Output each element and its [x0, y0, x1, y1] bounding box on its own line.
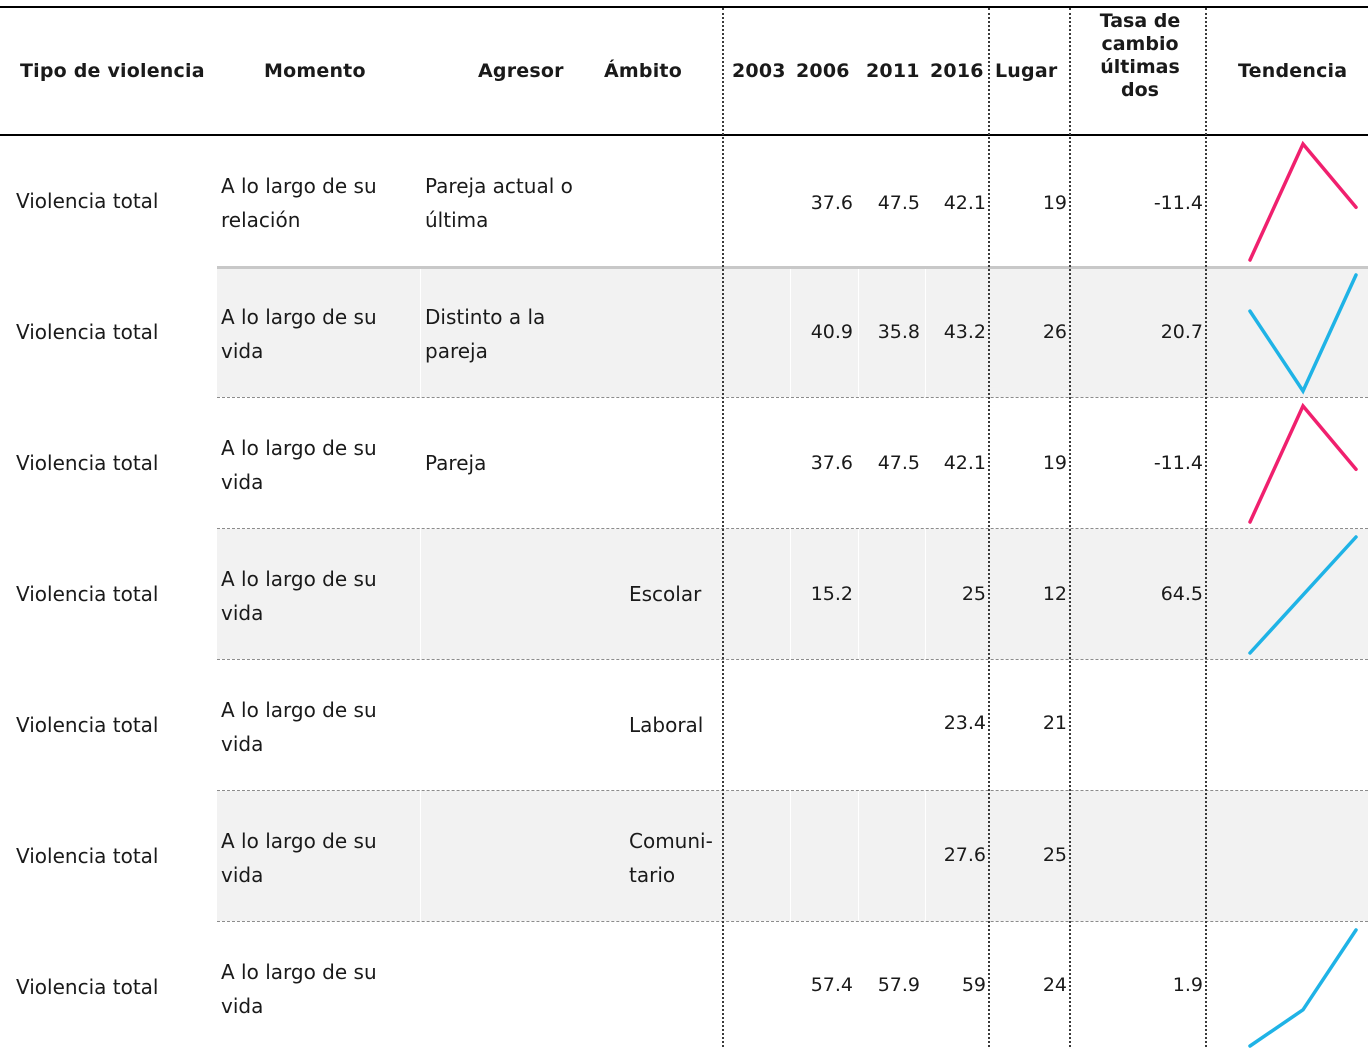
cell-agresor-line1: Distinto a la: [425, 305, 546, 329]
trend-sparkline: [1248, 271, 1360, 395]
column-divider: [1069, 8, 1071, 1047]
cell-tasa: 64.5: [1160, 583, 1203, 605]
header-tasa-line3: últimas: [1100, 56, 1180, 78]
table-row: [0, 136, 1368, 266]
cell-lugar: 25: [1042, 844, 1067, 866]
cell-tasa: 1.9: [1172, 974, 1203, 996]
cell-tipo: Violencia total: [16, 713, 159, 737]
cell-tipo: Violencia total: [16, 844, 159, 868]
table-row: [0, 267, 1368, 397]
cell-ambito-line1: Comuni-: [629, 829, 713, 853]
table-row: [0, 529, 1368, 659]
cell-tipo: Violencia total: [16, 189, 159, 213]
cell-tasa: -11.4: [1153, 452, 1203, 474]
row-separator: [217, 266, 1368, 269]
trend-line: [1250, 930, 1356, 1046]
cell-y2011: 47.5: [877, 192, 920, 214]
band-divider: [790, 791, 791, 921]
row-separator: [217, 790, 1368, 791]
band-divider: [858, 791, 859, 921]
cell-y2016: 42.1: [943, 192, 986, 214]
table-row: [0, 660, 1368, 790]
header-tasa: [1080, 10, 1200, 102]
cell-momento-line2: vida: [221, 470, 264, 494]
header-tendencia: Tendencia: [1238, 60, 1348, 82]
cell-momento-line2: relación: [221, 208, 301, 232]
cell-momento-line1: A lo largo de su: [221, 960, 377, 984]
cell-ambito: Laboral: [629, 713, 704, 737]
header-tipo: Tipo de violencia: [20, 60, 205, 82]
cell-ambito-line2: tario: [629, 863, 676, 887]
header-2006: 2006: [796, 60, 850, 82]
trend-sparkline: [1248, 926, 1360, 1050]
cell-y2011: 47.5: [877, 452, 920, 474]
cell-ambito: Escolar: [629, 582, 702, 606]
cell-lugar: 24: [1042, 974, 1067, 996]
header-tasa-line2: cambio: [1101, 33, 1179, 55]
cell-lugar: 26: [1042, 321, 1067, 343]
cell-y2006: 15.2: [810, 583, 853, 605]
trend-line: [1250, 275, 1356, 391]
table-row: [0, 398, 1368, 528]
cell-lugar: 19: [1042, 452, 1067, 474]
header-tasa-line4: dos: [1121, 79, 1159, 101]
cell-tipo: Violencia total: [16, 975, 159, 999]
header-lugar: Lugar: [995, 60, 1058, 82]
band-divider: [420, 529, 421, 659]
trend-sparkline: [1248, 533, 1360, 657]
row-separator: [217, 659, 1368, 660]
cell-momento-line1: A lo largo de su: [221, 698, 377, 722]
table-row: [0, 922, 1368, 1052]
cell-y2006: 37.6: [810, 192, 853, 214]
cell-momento-line2: vida: [221, 732, 264, 756]
trend-line: [1250, 144, 1356, 260]
cell-y2006: 37.6: [810, 452, 853, 474]
cell-tipo: Violencia total: [16, 451, 159, 475]
cell-y2006: 40.9: [810, 321, 853, 343]
cell-tipo: Violencia total: [16, 320, 159, 344]
cell-lugar: 21: [1042, 712, 1067, 734]
cell-momento-line2: vida: [221, 601, 264, 625]
row-separator: [217, 528, 1368, 529]
header-ambito: Ámbito: [604, 60, 682, 82]
cell-agresor: Pareja: [425, 451, 487, 475]
cell-momento-line2: vida: [221, 994, 264, 1018]
band-divider: [420, 791, 421, 921]
cell-tipo: Violencia total: [16, 582, 159, 606]
header-tasa-line1: Tasa de: [1099, 10, 1181, 32]
cell-y2011: 57.9: [877, 974, 920, 996]
column-divider: [988, 8, 990, 1047]
table-top-rule: [0, 6, 1368, 8]
cell-momento-line1: A lo largo de su: [221, 829, 377, 853]
cell-momento-line1: A lo largo de su: [221, 567, 377, 591]
header-2003: 2003: [732, 60, 786, 82]
band-divider: [420, 267, 421, 397]
cell-y2011: 35.8: [877, 321, 920, 343]
column-divider: [1205, 8, 1207, 1047]
cell-y2016: 43.2: [943, 321, 986, 343]
trend-sparkline: [1248, 140, 1360, 264]
header-momento: Momento: [264, 60, 366, 82]
header-2016: 2016: [930, 60, 984, 82]
cell-momento-line2: vida: [221, 339, 264, 363]
cell-momento-line2: vida: [221, 863, 264, 887]
column-divider: [722, 8, 724, 1047]
cell-agresor-line2: pareja: [425, 339, 488, 363]
cell-y2016: 23.4: [943, 712, 986, 734]
row-band: [217, 791, 1368, 921]
cell-y2016: 59: [961, 974, 986, 996]
trend-line: [1250, 406, 1356, 522]
cell-lugar: 19: [1042, 192, 1067, 214]
header-2011: 2011: [866, 60, 920, 82]
cell-tasa: -11.4: [1153, 192, 1203, 214]
cell-momento-line1: A lo largo de su: [221, 305, 377, 329]
band-divider: [858, 529, 859, 659]
cell-y2006: 57.4: [810, 974, 853, 996]
row-separator: [217, 397, 1368, 398]
cell-agresor-line1: Pareja actual o: [425, 174, 573, 198]
cell-agresor-line2: última: [425, 208, 489, 232]
trend-sparkline: [1248, 402, 1360, 526]
table-row: [0, 791, 1368, 921]
cell-lugar: 12: [1042, 583, 1067, 605]
cell-momento-line1: A lo largo de su: [221, 174, 377, 198]
row-separator: [217, 921, 1368, 922]
cell-y2016: 25: [961, 583, 986, 605]
cell-y2016: 42.1: [943, 452, 986, 474]
cell-momento-line1: A lo largo de su: [221, 436, 377, 460]
trend-line: [1250, 537, 1356, 653]
cell-y2016: 27.6: [943, 844, 986, 866]
header-agresor: Agresor: [478, 60, 564, 82]
cell-tasa: 20.7: [1160, 321, 1203, 343]
